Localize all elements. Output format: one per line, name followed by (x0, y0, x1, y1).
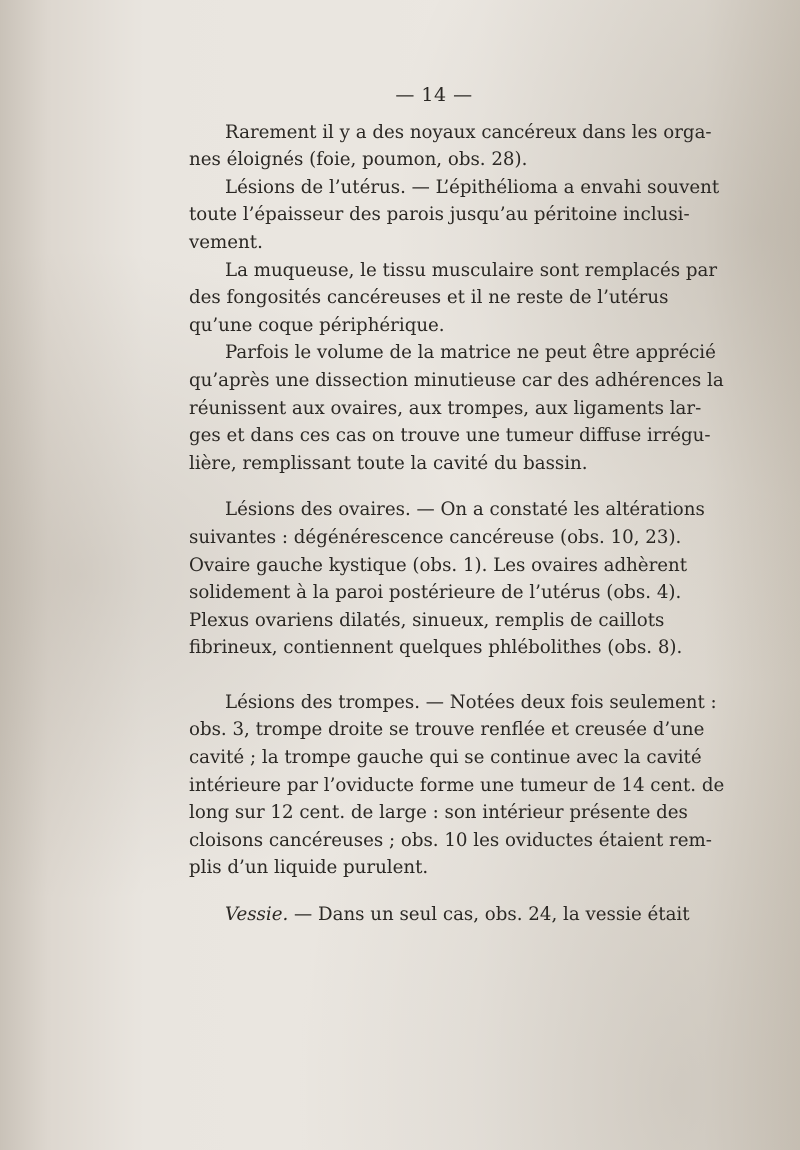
text-line (189, 901, 690, 929)
text-line: Rarement il y a des noyaux cancéreux dans les orga- (225, 121, 712, 143)
spacer (189, 477, 659, 496)
text-line: Lésions des ovaires. — On a constaté les altérations (225, 499, 705, 521)
paragraph-mucosa (189, 257, 718, 340)
paragraph-uterus-lesions (189, 174, 720, 257)
text-line: toute l’épaisseur des parois jusqu’au péritoine inclusi- (189, 204, 690, 226)
text-line: ges et dans ces cas on trouve une tumeur diffuse irrégu- (189, 425, 711, 447)
spacer (189, 662, 659, 689)
text-line: Lésions de l’utérus. — L’épithélioma a envahi souvent (225, 176, 720, 198)
text-line: solidement à la paroi postérieure de l’utérus (obs. 4). (189, 582, 682, 604)
text-line: Lésions des trompes. — Notées deux fois seulement : (225, 691, 717, 713)
paragraph-metastases (189, 119, 712, 174)
text-line: réunissent aux ovaires, aux trompes, aux ligaments lar- (189, 397, 702, 419)
text-line: qu’une coque périphérique. (189, 314, 445, 336)
text-line: cavité ; la trompe gauche qui se continue avec la cavité (189, 747, 702, 769)
paragraph-ovaries-lesions (189, 496, 705, 662)
text-line-rest: — Dans un seul cas, obs. 24, la vessie était (288, 904, 690, 926)
paragraph-tubes-lesions (189, 689, 725, 882)
text-line: cloisons cancéreuses ; obs. 10 les oviductes étaient rem- (189, 829, 712, 851)
spacer (189, 882, 659, 901)
section-lead-italic: Vessie. (225, 904, 289, 926)
text-line: Plexus ovariens dilatés, sinueux, remplis de caillots (189, 609, 665, 631)
text-line: long sur 12 cent. de large : son intérieur présente des (189, 802, 688, 824)
text-line: des fongosités cancéreuses et il ne reste de l’utérus (189, 287, 669, 309)
paragraph-matrix-volume (189, 339, 724, 477)
text-line: obs. 3, trompe droite se trouve renflée et creusée d’une (189, 719, 705, 741)
text-line: suivantes : dégénérescence cancéreuse (obs. 10, 23). (189, 526, 682, 548)
page-text (189, 82, 725, 929)
text-line: La muqueuse, le tissu musculaire sont remplacés par (225, 259, 718, 281)
text-line: vement. (189, 231, 263, 253)
text-line: Parfois le volume de la matrice ne peut être apprécié (225, 342, 716, 364)
text-line: Ovaire gauche kystique (obs. 1). Les ovaires adhèrent (189, 554, 688, 576)
paragraph-bladder (189, 901, 690, 929)
text-line: intérieure par l’oviducte forme une tumeur de 14 cent. de (189, 774, 725, 796)
text-line: lière, remplissant toute la cavité du bassin. (189, 452, 588, 474)
page-number: — 14 — (395, 84, 473, 106)
text-line: plis d’un liquide purulent. (189, 857, 429, 879)
text-line: qu’après une dissection minutieuse car des adhérences la (189, 369, 724, 391)
text-line: nes éloignés (foie, poumon, obs. 28). (189, 149, 528, 171)
text-line: fibrineux, contiennent quelques phlébolithes (obs. 8). (189, 637, 683, 659)
